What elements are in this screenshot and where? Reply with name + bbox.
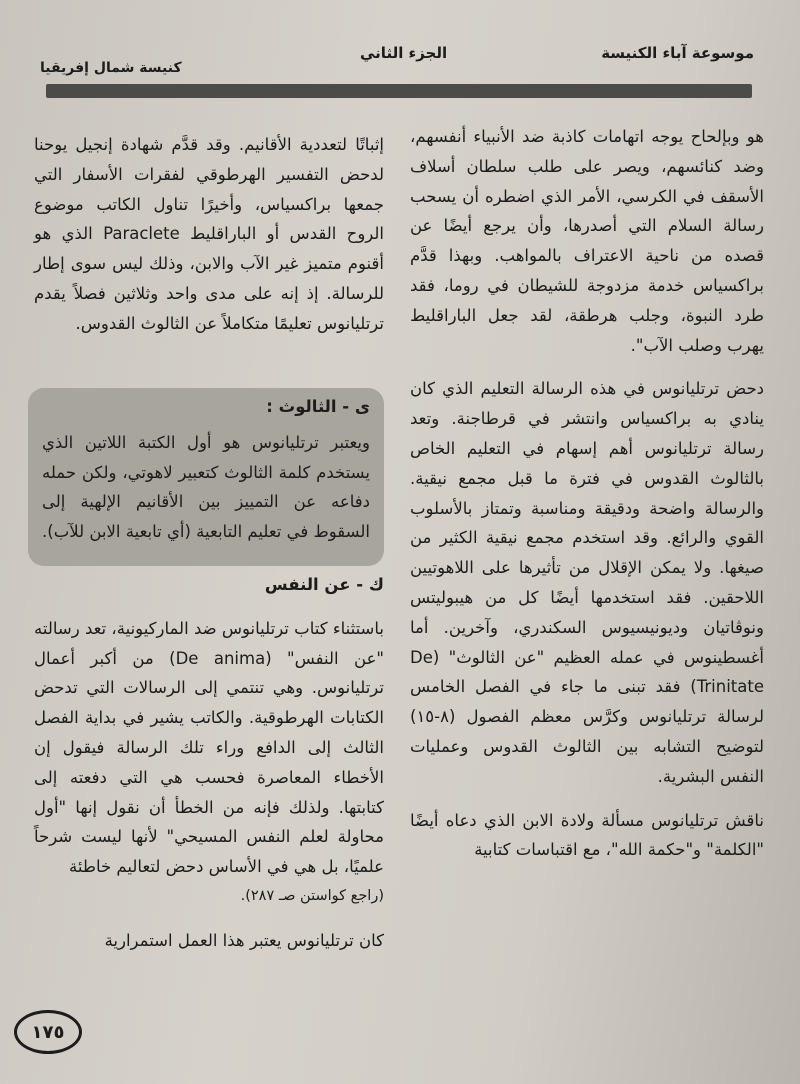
paragraph: إثباتًا لتعددية الأقانيم. وقد قدَّم شهادة إنجيل يوحنا لدحض التفسير الهرطوقي لفقرات الأسفار التي جمعها براكسياس، وأخيرًا تناول الكاتب موضوع الروح القدس أو الباراقليط Paraclete الذي هو أقنوم متميز غير الآب والابن، وذلك ليس سوى إطار للرسالة. إذ إنه على مدى واحد وثلاثين فصلاً يقدم ترتليانوس تعليمًا متكاملاً عن الثالوث القدوس. [34, 135, 384, 333]
paragraph: هو وبإلحاح يوجه اتهامات كاذبة ضد الأنبياء أنفسهم، وضد كنائسهم، ويصر على طلب سلطان أسلاف الأسقف في الكرسي، الأمر الذي اضطره أن يسحب رسالة السلام التي أصدرها، وأن يرجع أيضًا عن قصده من ناحية الاعتراف بالمواهب. وبهذا قدَّم براكسياس خدمة مزدوجة للشيطان في روما، فقد طرد النبوة، وجلب هرطقة، لقد جعل الباراقليط يهرب وصلب الآب". [410, 127, 764, 355]
header-chapter: كنيسة شمال إفريقيا [40, 60, 182, 76]
paragraph: دحض ترتليانوس في هذه الرسالة التعليم الذي كان ينادي به براكسياس وانتشر في قرطاجنة. وتعد رسالة ترتليانوس أهم إسهام في التعليم الخاص بالثالوث القدوس في فترة ما قبل مجمع نيقية. والرسالة واضحة ودقيقة ومناسبة وتمتاز بالأسلوب القوي والرائع. وقد استخدم مجمع نيقية الكثير من صيغها. ولا يمكن الإقلال من تأثيرها على اللاهوتيين اللاحقين. فقد استخدمها أيضًا كل من هيبوليتس ونوڤاتيان وديونيسيوس السكندري، وآخرين. أما أغسطينوس في عمله العظيم "عن الثالوث" (De Trinitate) فقد تبنى ما جاء في الفصل الخامس لرسالة ترتليانوس وكرَّس معظم الفصول (٨-١٥) لتوضيح التشابه بين الثالوث القدوس وعمليات النفس البشرية. [410, 379, 764, 786]
paragraph: ويعتبر ترتليانوس هو أول الكتبة اللاتين الذي يستخدم كلمة الثالوث كتعبير لاهوتي، ولكن حمله دفاعه عن التمييز بين الأقانيم الإلهية إلى السقوط في تعليم التابعية (أي تابعية الابن للآب). [42, 432, 370, 542]
header-book-title: موسوعة آباء الكنيسة [601, 44, 754, 62]
section-title: ى - الثالوث : [266, 397, 370, 416]
header-volume: الجزء الثاني [360, 44, 448, 62]
header-rule [46, 84, 752, 98]
left-column-top [34, 130, 384, 339]
reference: (راجع كواستن صـ ٢٨٧). [240, 887, 384, 904]
right-column [410, 122, 764, 865]
trinity-box [28, 388, 384, 566]
left-column-bottom [34, 570, 384, 956]
paragraph: باستثناء كتاب ترتليانوس ضد الماركيونية، تعد رسالته "عن النفس" (De anima) من أكبر أعمال ترتليانوس. وهي تنتمي إلى الرسالات التي تدحض الكتابات الهرطوقية. والكاتب يشير في بداية الفصل الثالث إلى الدافع وراء تلك الرسالة فيقول إن الأخطاء المعاصرة فحسب هي التي دفعته إلى كتابتها. ولذلك فإنه من الخطأ أن نقول إنها "أول محاولة لعلم النفس المسيحي" لأنها ليست شرحاً علميًا، بل هي في الأساس دحض لتعاليم خاطئة [34, 618, 384, 877]
section-title: ك - عن النفس [264, 575, 384, 594]
paragraph: كان ترتليانوس يعتبر هذا العمل استمرارية [104, 930, 384, 950]
paragraph: ناقش ترتليانوس مسألة ولادة الابن الذي دعاه أيضًا "الكلمة" و"حكمة الله"، مع اقتباسات كتابية [410, 810, 764, 860]
page-number: ١٧٥ [14, 1010, 82, 1054]
